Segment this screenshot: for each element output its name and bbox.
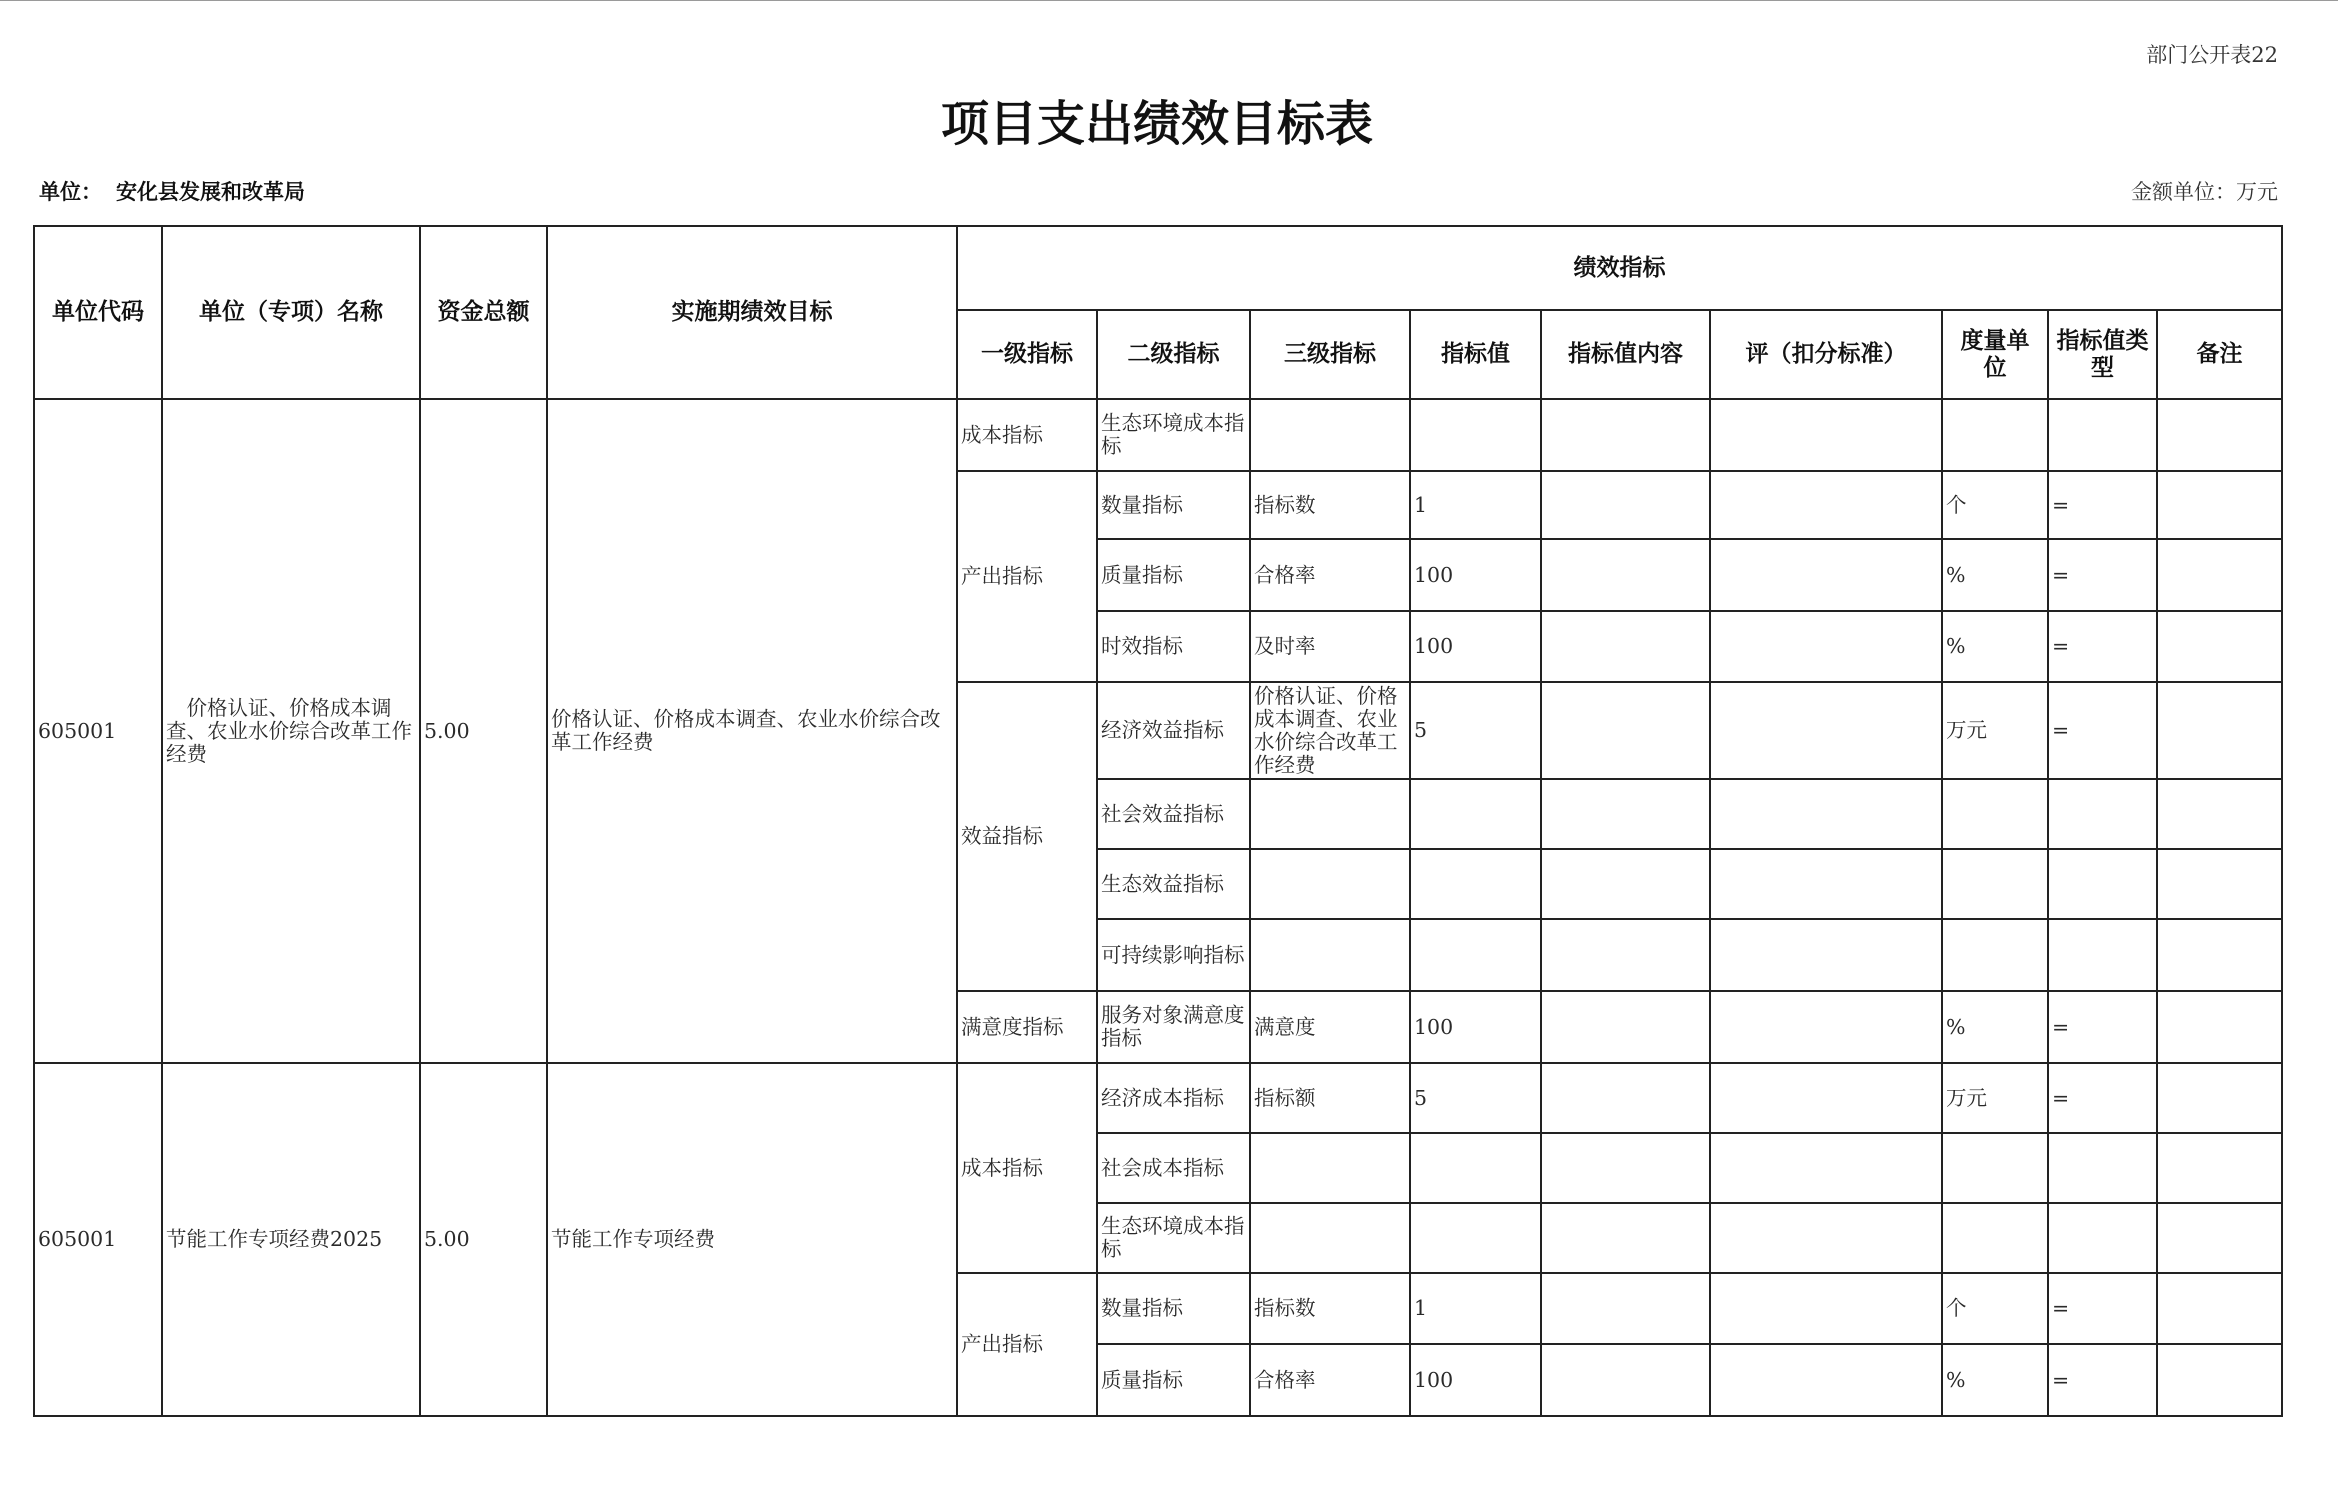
remark-cell (2157, 539, 2282, 611)
scoring-cell (1710, 1344, 1942, 1416)
measure-unit-cell: % (1942, 1344, 2048, 1416)
header-value-content: 指标值内容 (1541, 310, 1710, 399)
unit-name-cell: 节能工作专项经费2025 (162, 1063, 420, 1416)
level1-indicator-cell: 满意度指标 (957, 991, 1097, 1063)
value-type-cell: = (2048, 682, 2157, 779)
indicator-content-cell (1541, 991, 1710, 1063)
scoring-cell (1710, 539, 1942, 611)
indicator-value-cell (1410, 919, 1541, 991)
scoring-cell (1710, 919, 1942, 991)
indicator-content-cell (1541, 682, 1710, 779)
table-row (34, 399, 2282, 471)
indicator-content-cell (1541, 1203, 1710, 1273)
scoring-cell (1710, 849, 1942, 919)
scoring-cell (1710, 399, 1942, 471)
value-type-cell (2048, 849, 2157, 919)
level2-indicator-cell: 社会成本指标 (1097, 1133, 1250, 1203)
unit-value: 安化县发展和改革局 (116, 180, 305, 204)
value-type-cell: = (2048, 539, 2157, 611)
header-level2: 二级指标 (1097, 310, 1250, 399)
measure-unit-cell (1942, 919, 2048, 991)
measure-unit-cell: 个 (1942, 1273, 2048, 1344)
header-value-type (2048, 310, 2157, 399)
remark-cell (2157, 1203, 2282, 1273)
level2-indicator-cell: 生态环境成本指标 (1097, 399, 1250, 471)
indicator-content-cell (1541, 849, 1710, 919)
level3-indicator-cell: 价格认证、价格成本调查、农业水价综合改革工作经费 (1250, 682, 1410, 779)
level1-indicator-cell: 效益指标 (957, 682, 1097, 991)
indicator-value-cell: 1 (1410, 471, 1541, 539)
level2-indicator-cell: 数量指标 (1097, 1273, 1250, 1344)
goal-cell: 价格认证、价格成本调查、农业水价综合改革工作经费 (547, 399, 957, 1063)
level2-indicator-cell: 经济成本指标 (1097, 1063, 1250, 1133)
indicator-content-cell (1541, 1273, 1710, 1344)
scoring-cell (1710, 471, 1942, 539)
level2-indicator-cell: 质量指标 (1097, 539, 1250, 611)
level3-indicator-cell (1250, 1203, 1410, 1273)
remark-cell (2157, 471, 2282, 539)
measure-unit-cell: % (1942, 991, 2048, 1063)
level2-indicator-cell: 质量指标 (1097, 1344, 1250, 1416)
indicator-value-cell: 100 (1410, 1344, 1541, 1416)
level3-indicator-cell (1250, 399, 1410, 471)
page-title: 项目支出绩效目标表 (940, 96, 1373, 152)
header-measure-unit (1942, 310, 2048, 399)
remark-cell (2157, 1273, 2282, 1344)
performance-target-table (33, 225, 2283, 1417)
unit-name-cell: 价格认证、价格成本调查、农业水价综合改革工作经费 (162, 399, 420, 1063)
level2-indicator-cell: 时效指标 (1097, 611, 1250, 682)
level3-indicator-cell (1250, 849, 1410, 919)
header-level1: 一级指标 (957, 310, 1097, 399)
measure-unit-cell (1942, 779, 2048, 849)
scoring-cell (1710, 1273, 1942, 1344)
value-type-cell: = (2048, 991, 2157, 1063)
header-value-type-label: 指标值类型 (2056, 327, 2149, 381)
unit-code-cell: 605001 (34, 399, 162, 1063)
header-row (34, 226, 2282, 310)
level2-indicator-cell: 生态效益指标 (1097, 849, 1250, 919)
level2-indicator-cell: 可持续影响指标 (1097, 919, 1250, 991)
header-level3: 三级指标 (1250, 310, 1410, 399)
indicator-content-cell (1541, 779, 1710, 849)
remark-cell (2157, 1344, 2282, 1416)
level1-indicator-cell: 成本指标 (957, 399, 1097, 471)
amount-unit: 金额单位：万元 (2131, 180, 2278, 204)
header-unit-name: 单位（专项）名称 (162, 226, 420, 399)
level3-indicator-cell (1250, 919, 1410, 991)
level2-indicator-cell: 经济效益指标 (1097, 682, 1250, 779)
scoring-cell (1710, 611, 1942, 682)
remark-cell (2157, 399, 2282, 471)
goal-cell: 节能工作专项经费 (547, 1063, 957, 1416)
remark-cell (2157, 1063, 2282, 1133)
remark-cell (2157, 779, 2282, 849)
remark-cell (2157, 919, 2282, 991)
scoring-cell (1710, 682, 1942, 779)
value-type-cell: = (2048, 1344, 2157, 1416)
unit-code-cell: 605001 (34, 1063, 162, 1416)
total-funds-cell: 5.00 (420, 399, 547, 1063)
remark-cell (2157, 849, 2282, 919)
table-row (34, 1063, 2282, 1133)
header-total-funds: 资金总额 (420, 226, 547, 399)
page-label: 部门公开表22 (2146, 43, 2278, 67)
scoring-cell (1710, 991, 1942, 1063)
level1-indicator-cell: 产出指标 (957, 1273, 1097, 1416)
indicator-value-cell: 100 (1410, 539, 1541, 611)
indicator-value-cell (1410, 1203, 1541, 1273)
level1-indicator-cell: 成本指标 (957, 1063, 1097, 1273)
level3-indicator-cell: 及时率 (1250, 611, 1410, 682)
scoring-cell (1710, 1063, 1942, 1133)
measure-unit-cell: 万元 (1942, 1063, 2048, 1133)
header-goal: 实施期绩效目标 (547, 226, 957, 399)
level3-indicator-cell: 合格率 (1250, 1344, 1410, 1416)
header-measure-unit-label: 度量单位 (1960, 327, 2030, 381)
value-type-cell (2048, 1133, 2157, 1203)
remark-cell (2157, 682, 2282, 779)
level3-indicator-cell (1250, 1133, 1410, 1203)
indicator-content-cell (1541, 1133, 1710, 1203)
indicator-value-cell (1410, 779, 1541, 849)
total-funds-cell: 5.00 (420, 1063, 547, 1416)
header-indicators: 绩效指标 (957, 226, 2282, 310)
value-type-cell: = (2048, 1063, 2157, 1133)
measure-unit-cell (1942, 849, 2048, 919)
indicator-value-cell (1410, 399, 1541, 471)
measure-unit-cell: 个 (1942, 471, 2048, 539)
header-scoring: 评（扣分标准） (1710, 310, 1942, 399)
measure-unit-cell (1942, 399, 2048, 471)
header-unit-code: 单位代码 (34, 226, 162, 399)
value-type-cell (2048, 919, 2157, 991)
level2-indicator-cell: 社会效益指标 (1097, 779, 1250, 849)
value-type-cell (2048, 1203, 2157, 1273)
unit-label: 单位： (39, 180, 102, 204)
indicator-value-cell: 1 (1410, 1273, 1541, 1344)
indicator-value-cell: 100 (1410, 991, 1541, 1063)
indicator-content-cell (1541, 919, 1710, 991)
indicator-value-cell: 5 (1410, 1063, 1541, 1133)
indicator-content-cell (1541, 471, 1710, 539)
indicator-content-cell (1541, 399, 1710, 471)
remark-cell (2157, 611, 2282, 682)
indicator-content-cell (1541, 1344, 1710, 1416)
scoring-cell (1710, 1203, 1942, 1273)
scoring-cell (1710, 779, 1942, 849)
page-top-rule (0, 0, 2338, 1)
header-value: 指标值 (1410, 310, 1541, 399)
measure-unit-cell (1942, 1133, 2048, 1203)
value-type-cell (2048, 399, 2157, 471)
remark-cell (2157, 991, 2282, 1063)
value-type-cell: = (2048, 1273, 2157, 1344)
level3-indicator-cell: 指标数 (1250, 1273, 1410, 1344)
measure-unit-cell: % (1942, 611, 2048, 682)
indicator-content-cell (1541, 539, 1710, 611)
level3-indicator-cell (1250, 779, 1410, 849)
indicator-value-cell (1410, 1133, 1541, 1203)
indicator-value-cell (1410, 849, 1541, 919)
level3-indicator-cell: 满意度 (1250, 991, 1410, 1063)
level1-indicator-cell: 产出指标 (957, 471, 1097, 682)
indicator-value-cell: 100 (1410, 611, 1541, 682)
level3-indicator-cell: 指标数 (1250, 471, 1410, 539)
unit-line (39, 178, 305, 206)
indicator-value-cell: 5 (1410, 682, 1541, 779)
measure-unit-cell (1942, 1203, 2048, 1273)
level3-indicator-cell: 指标额 (1250, 1063, 1410, 1133)
remark-cell (2157, 1133, 2282, 1203)
level2-indicator-cell: 数量指标 (1097, 471, 1250, 539)
indicator-content-cell (1541, 611, 1710, 682)
indicator-content-cell (1541, 1063, 1710, 1133)
value-type-cell (2048, 779, 2157, 849)
measure-unit-cell: 万元 (1942, 682, 2048, 779)
level3-indicator-cell: 合格率 (1250, 539, 1410, 611)
scoring-cell (1710, 1133, 1942, 1203)
measure-unit-cell: % (1942, 539, 2048, 611)
level2-indicator-cell: 服务对象满意度指标 (1097, 991, 1250, 1063)
value-type-cell: = (2048, 471, 2157, 539)
value-type-cell: = (2048, 611, 2157, 682)
header-remark: 备注 (2157, 310, 2282, 399)
level2-indicator-cell: 生态环境成本指标 (1097, 1203, 1250, 1273)
